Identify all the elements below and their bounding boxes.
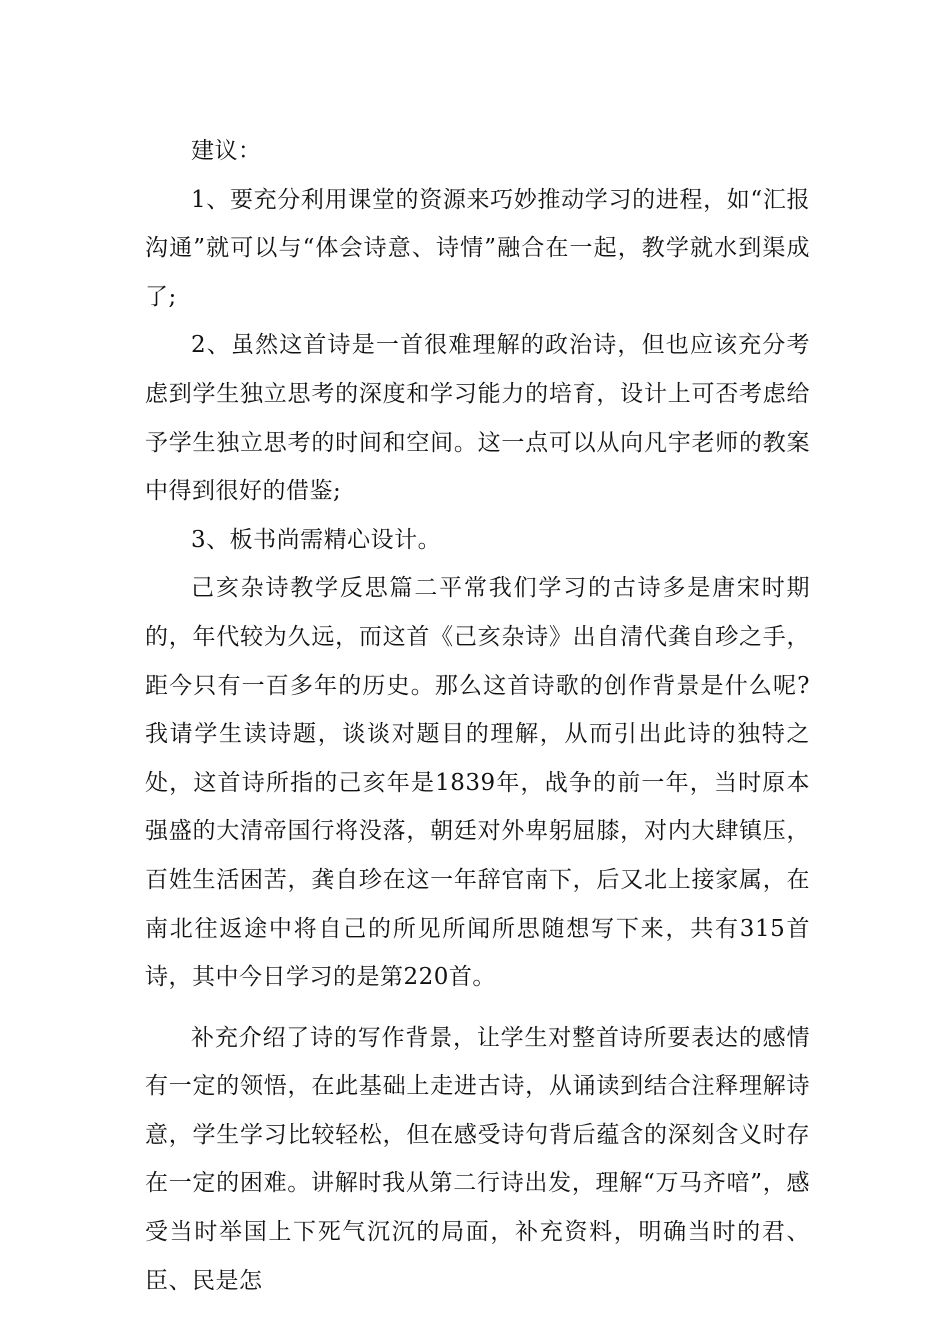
paragraph-suggestion-2: 2、虽然这首诗是一首很难理解的政治诗，但也应该充分考虑到学生独立思考的深度和学习能力的培育，设计上可否考虑给予学生独立思考的时间和空间。这一点可以从向凡宇老师的教案中得到很好的借鉴;	[145, 332, 810, 505]
document-page	[145, 127, 810, 1305]
paragraph-suggestion-3: 3、板书尚需精心设计。	[191, 526, 442, 553]
paragraph-suggestion-1: 1、要充分利用课堂的资源来巧妙推动学习的进程，如“汇报沟通”就可以与“体会诗意、诗情”融合在一起，教学就水到渠成了;	[145, 186, 810, 310]
heading-suggestions: 建议：	[191, 138, 262, 164]
paragraph-reflection-2-intro: 己亥杂诗教学反思篇二平常我们学习的古诗多是唐宋时期的，年代较为久远，而这首《己亥杂诗》出自清代龚自珍之手，距今只有一百多年的历史。那么这首诗歌的创作背景是什么呢?我请学生读诗题，谈谈对题目的理解，从而引出此诗的独特之处，这首诗所指的己亥年是1839年，战争的前一年，当时原本强盛的大清帝国行将没落，朝廷对外卑躬屈膝，对内大肆镇压，百姓生活困苦，龚自珍在这一年辞官南下，后又北上接家属，在南北往返途中将自己的所见所闻所思随想写下来，共有315首诗，其中今日学习的是第220首。	[145, 575, 810, 991]
paragraph-reflection-2-body: 补充介绍了诗的写作背景，让学生对整首诗所要表达的感情有一定的领悟，在此基础上走进古诗，从诵读到结合注释理解诗意，学生学习比较轻松，但在感受诗句背后蕴含的深刻含义时存在一定的困难。讲解时我从第二行诗出发，理解“万马齐喑”，感受当时举国上下死气沉沉的局面，补充资料，明确当时的君、臣、民是怎	[145, 1024, 810, 1294]
